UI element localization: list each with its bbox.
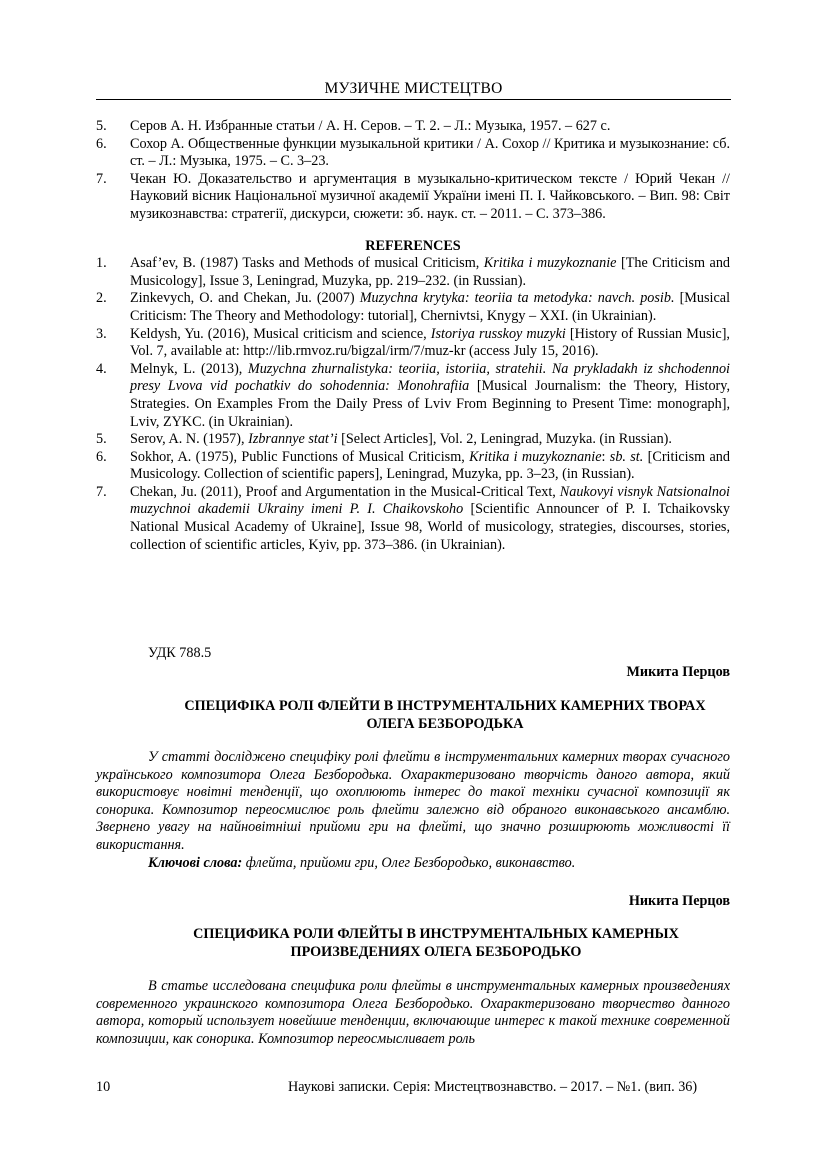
references-number: 6.	[96, 448, 107, 465]
title-line-ua-2: ОЛЕГА БЕЗБОРОДЬКА	[366, 715, 524, 732]
references-italic-text: Muzychna zhurnalistyka: teoriia, istoriia, stratehii. Na prykladakh iz shchodennoi presy Lvova vid pochatkiv do sohodennia: Monohrafiia	[130, 360, 730, 395]
title-line-ru-2: ПРОИЗВЕДЕНИЯХ ОЛЕГА БЕЗБОРОДЬКО	[290, 943, 582, 960]
references-number: 2.	[96, 290, 107, 307]
references-heading: REFERENCES	[365, 237, 461, 254]
keywords-label: Ключові слова:	[148, 855, 243, 871]
references-number: 7.	[96, 483, 107, 500]
article-title-ru	[116, 926, 756, 961]
reference-item	[96, 171, 730, 224]
reference-text: Сохор А. Общественные функции музыкальной критики / А. Сохор // Критика и музыкознание: сб. ст. – Л.: Музыка, 1975. – С. 3–23.	[130, 135, 730, 170]
references-text: [Scientific Announcer of P. I. Tchaikovsky National Musical Academy of Ukraine], Issue 98, World of musicology, strategies, discourses, stories, collection of scientific articles, Kyiv, pp. 373–386. (in Ukrainian).	[130, 501, 730, 553]
reference-text: Чекан Ю. Доказательство и аргументация в музыкально-критическом тексте / Юрий Чекан // Науковий вісник Національної музичної академії України імені П. І. Чайковського. – Вип. 98: Світ музикознавства: стратегії, дискурси, сюжети: зб. наук. ст. – 2011. – С. 373–386.	[130, 170, 730, 222]
reference-text: Серов А. Н. Избранные статьи / А. Н. Серов. – Т. 2. – Л.: Музыка, 1957. – 627 с.	[130, 118, 611, 134]
keywords-ua	[148, 855, 730, 872]
reference-item	[96, 136, 730, 171]
references-text: [Musical Criticism: The Theory and Methodology: tutorial], Chernivtsi, Knygy – XXI. (in Ukrainian).	[130, 290, 731, 324]
udc-code: УДК 788.5	[148, 645, 212, 661]
references-text: [Criticism and Musicology. Collection of scientific papers], Leningrad, Muzyka, pp. 3–23, (in Russian).	[130, 448, 730, 483]
reference-section	[96, 118, 730, 554]
page-number: 10	[96, 1079, 111, 1095]
references-italic-text: Kritika i muzykoznanie	[483, 255, 617, 272]
title-line-ua-1: СПЕЦИФІКА РОЛІ ФЛЕЙТИ В ІНСТРУМЕНТАЛЬНИХ КАМЕРНИХ ТВОРАХ	[184, 698, 706, 714]
keywords-text: флейта, прийоми гри, Олег Безбородько, виконавство.	[242, 855, 576, 871]
references-italic-text: Kritika i muzykoznanie	[469, 448, 602, 465]
references-text: [The Criticism and Musicology], Issue 3, Leningrad, Muzyka, pp. 219–232. (in Russian).	[130, 255, 731, 289]
reference-item	[96, 118, 730, 136]
references-item	[96, 431, 730, 449]
references-item	[96, 484, 730, 554]
references-text: :	[601, 448, 610, 465]
continued-reference-list	[96, 118, 730, 224]
references-text: [Select Articles], Vol. 2, Leningrad, Muzyka. (in Russian).	[337, 431, 672, 448]
references-italic-text: Muzychna krytyka: teoriia ta metodyka: navch. posib.	[359, 290, 675, 307]
references-text: [History of Russian Music], Vol. 7, available at: http://lib.rmvoz.ru/bigzal/irm/7/muz-kr (access July 15, 2016).	[130, 325, 730, 360]
references-text: Melnyk, L. (2013),	[130, 360, 248, 377]
references-text: Asaf’ev, B. (1987) Tasks and Methods of musical Criticism,	[130, 255, 484, 272]
journal-citation: Наукові записки. Серія: Мистецтвознавство. – 2017. – №1. (вип. 36)	[288, 1079, 698, 1095]
abstract-ua: У статті досліджено специфіку ролі флейти в інструментальних камерних творах сучасного українського композитора Олега Безбородька. Охарактеризовано творчість даного автора, який використовує новітні тенденції, що охоплюють інтерес до такої техніки сучасної композиції як сонорика. Композитор переосмислює роль флейти залежно від обраного виконавського ансамблю. Звернено увагу на найновітніші прийоми гри на флейті, що значно розширюють можливості її використання.	[96, 749, 730, 853]
references-text: Chekan, Ju. (2011), Proof and Argumentation in the Musical-Critical Text,	[130, 483, 560, 500]
author-name-ua: Микита Перцов	[626, 664, 730, 680]
reference-number: 7.	[96, 170, 107, 187]
reference-number: 6.	[96, 135, 107, 152]
references-number: 1.	[96, 255, 107, 272]
reference-number: 5.	[96, 118, 107, 134]
references-number: 4.	[96, 360, 107, 377]
article-title-ua	[140, 698, 750, 733]
title-line-ru-1: СПЕЦИФИКА РОЛИ ФЛЕЙТЫ В ИНСТРУМЕНТАЛЬНЫХ КАМЕРНЫХ	[193, 926, 679, 942]
abstract-ru: В статье исследована специфика роли флейты в инструментальных камерных произведениях современного украинского композитора Олега Безбородько. Охарактеризовано творчество данного автора, который использует новейшие тенденции, включающие интерес к такой технике современной композиции, как сонорика. Композитор переосмысливает роль	[96, 978, 730, 1047]
references-italic-text: Naukovyi visnyk Natsionalnoi muzychnoi akademii Ukrainy imeni P. I. Chaikovskoho	[130, 483, 730, 518]
references-text: Keldysh, Yu. (2016), Musical criticism and science,	[130, 325, 431, 342]
references-item	[96, 361, 730, 431]
references-item	[96, 255, 730, 290]
references-item	[96, 290, 730, 325]
running-header: МУЗИЧНЕ МИСТЕЦТВО	[324, 80, 503, 97]
references-list	[96, 255, 730, 554]
header-rule	[96, 99, 731, 100]
references-text: Sokhor, A. (1975), Public Functions of Musical Criticism,	[130, 448, 470, 465]
references-text: Serov, A. N. (1957),	[130, 431, 249, 448]
references-number: 5.	[96, 431, 107, 448]
references-text: [Musical Journalism: the Theory, History, Strategies. On Examples From the Daily Press of Lviv From Beginning to Present Time: monograph], Lviv, ZYKC. (in Ukrainian).	[130, 378, 730, 430]
references-italic-text: Izbrannye stat’i	[248, 431, 338, 448]
references-number: 3.	[96, 325, 107, 342]
author-name-ru: Никита Перцов	[628, 893, 730, 909]
references-item	[96, 449, 730, 484]
references-italic-text: sb. st.	[609, 448, 644, 465]
references-italic-text: Istoriya russkoy muzyki	[430, 325, 566, 342]
references-text: Zinkevych, O. and Chekan, Ju. (2007)	[130, 290, 360, 307]
references-item	[96, 326, 730, 361]
